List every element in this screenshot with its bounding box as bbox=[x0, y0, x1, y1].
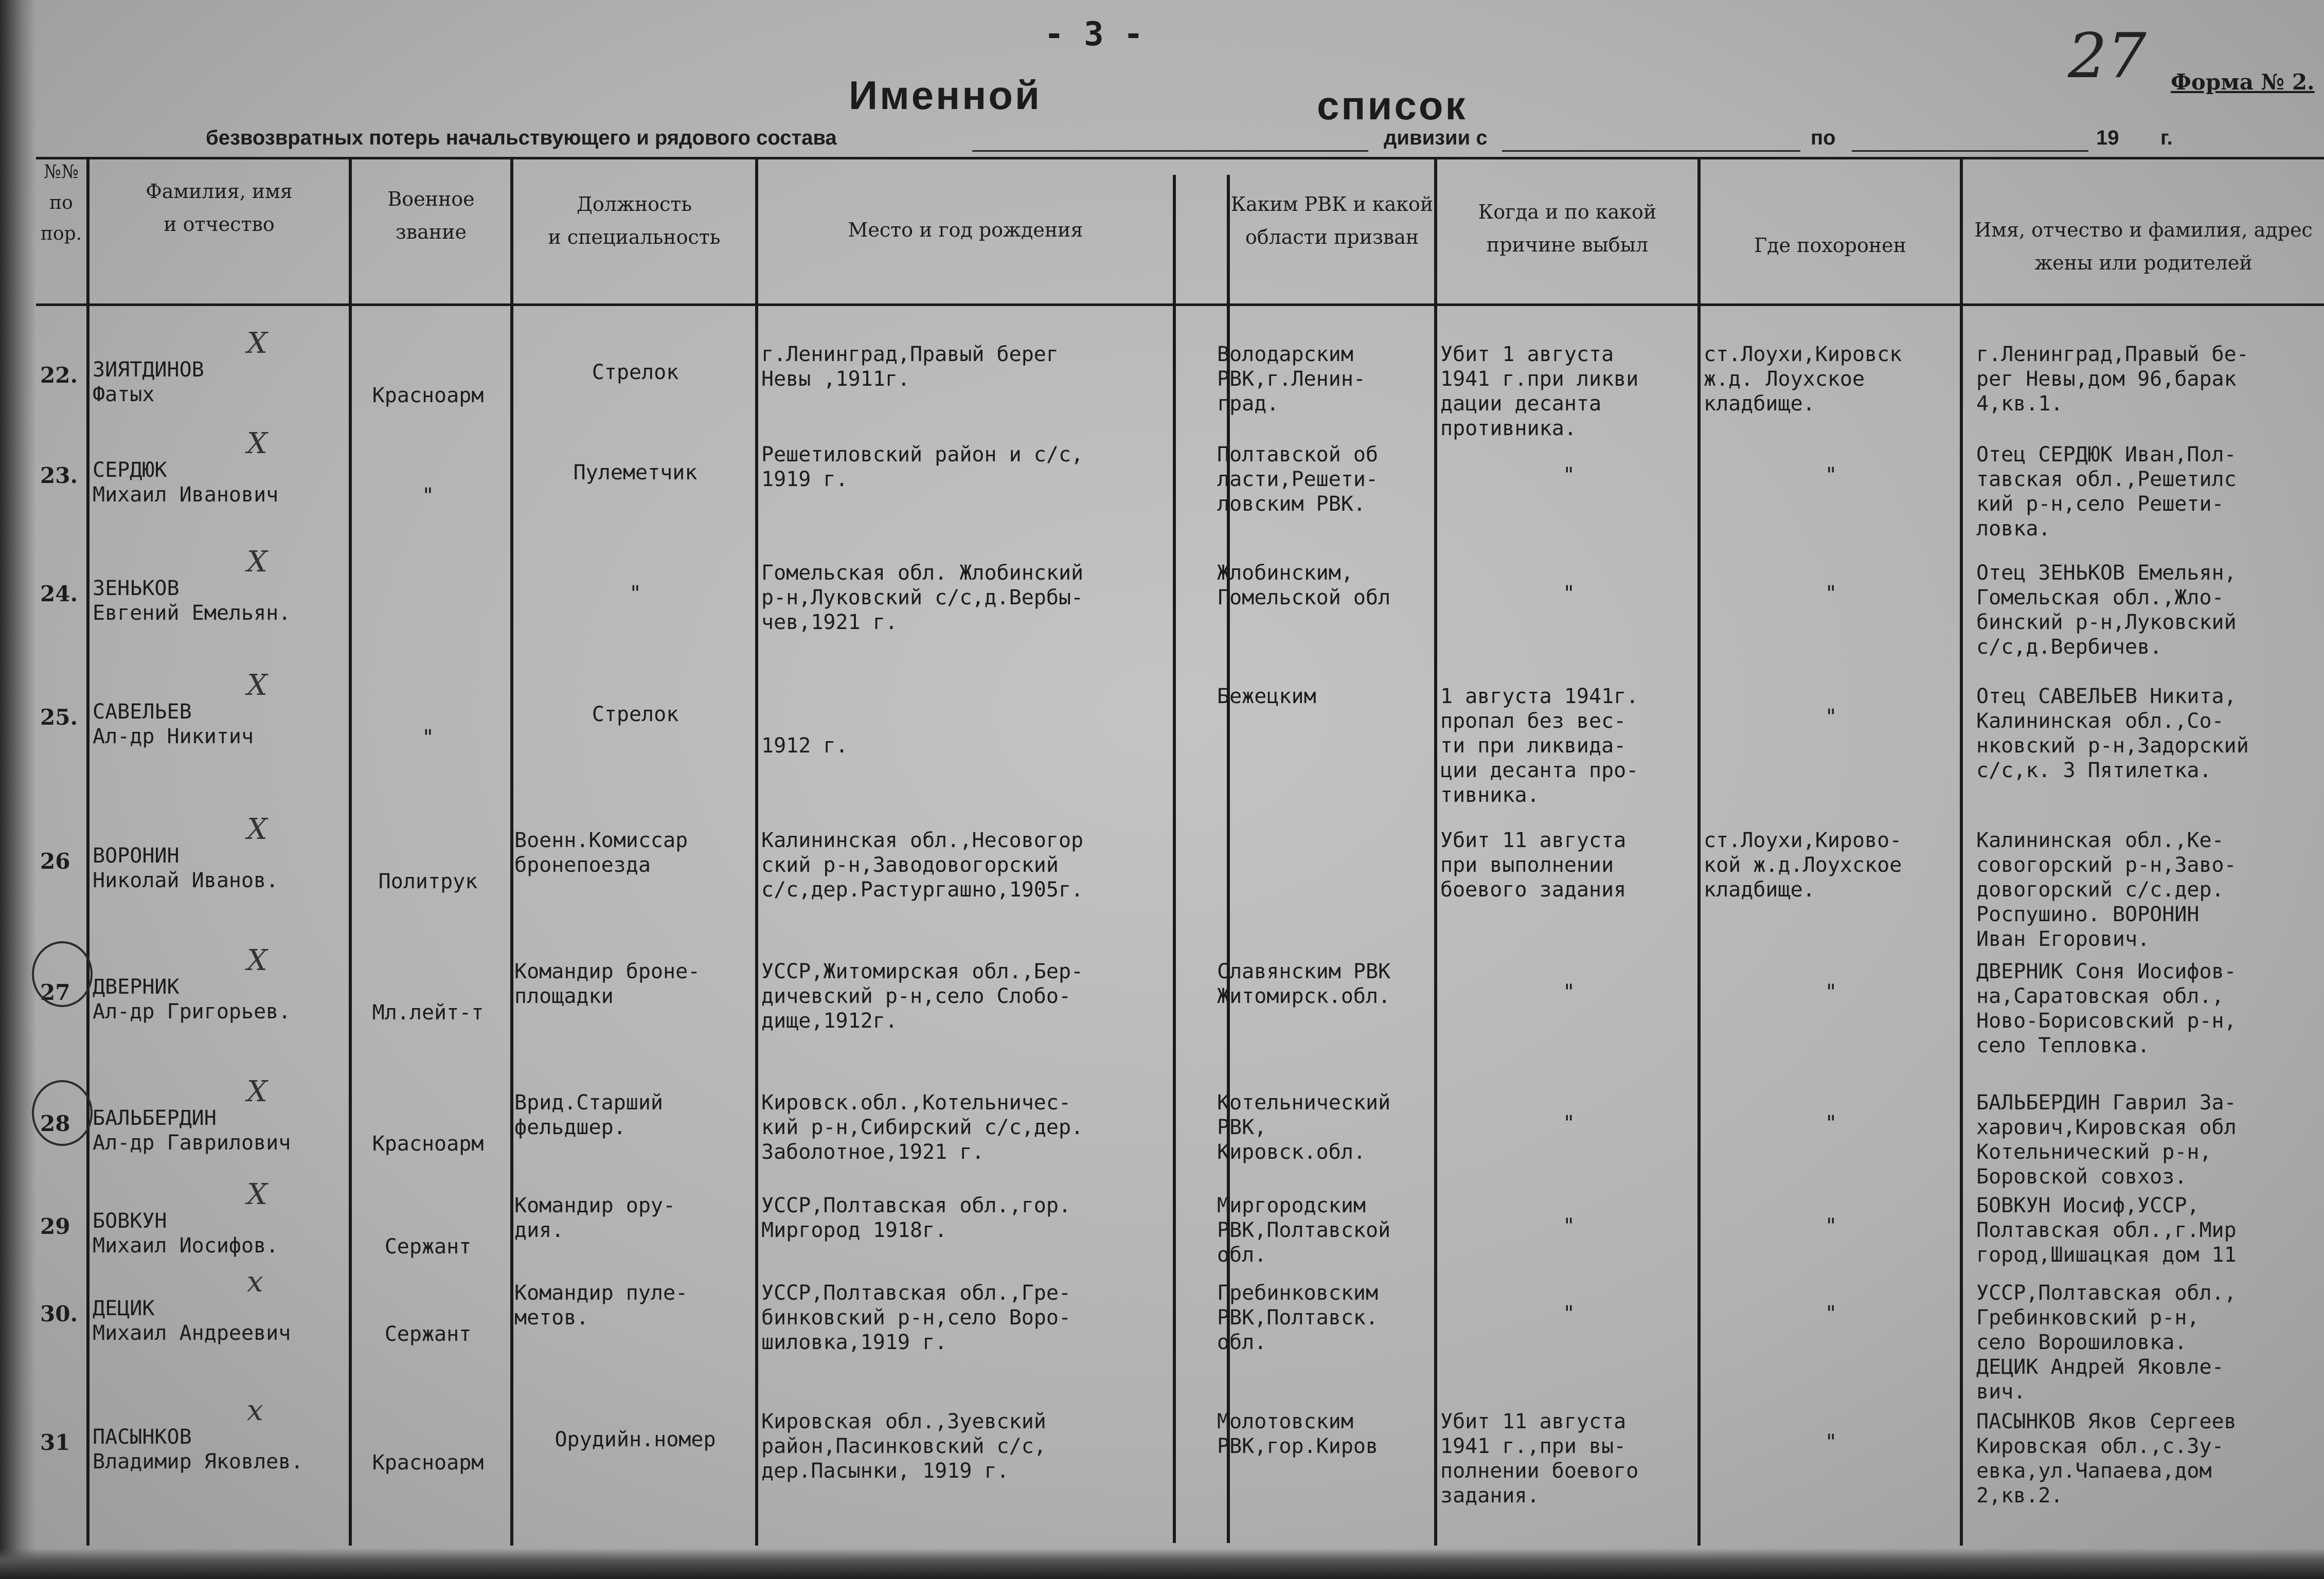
row-3-check-mark: Х bbox=[247, 545, 267, 579]
row-9-position: Командир пуле- метов. bbox=[514, 1281, 688, 1330]
row-7-name: БАЛЬБЕРДИН Ал-др Гаврилович bbox=[93, 1106, 291, 1155]
row-6-check-mark: Х bbox=[247, 944, 267, 977]
row-8-buried: " bbox=[1825, 1214, 1837, 1238]
row-6-position: Командир броне- площадки bbox=[514, 960, 701, 1008]
subtitle-part-5: г. bbox=[2160, 127, 2173, 149]
row-7-relatives: БАЛЬБЕРДИН Гаврил За- харович,Кировская обл Котельнический р-н, Боровской совхоз. bbox=[1976, 1091, 2237, 1189]
row-10-when: Убит 11 августа 1941 г.,при вы- полнении боевого задания. bbox=[1440, 1410, 1639, 1508]
row-8-check-mark: Х bbox=[247, 1178, 267, 1211]
col-divider-7 bbox=[1434, 157, 1437, 1546]
row-5-birth: Калининская обл.,Несовогор ский р-н,Заводовогорский с/с,дер.Растургашно,1905г. bbox=[761, 829, 1084, 902]
row-5-check-mark: Х bbox=[247, 813, 267, 846]
row-9-rank: Сержант bbox=[384, 1322, 472, 1346]
subtitle-part-1: безвозвратных потерь начальствующего и рядового состава bbox=[206, 127, 837, 149]
row-3-when: " bbox=[1562, 582, 1576, 605]
row-7-check-mark: Х bbox=[247, 1075, 267, 1108]
row-8-when: " bbox=[1562, 1214, 1576, 1238]
row-3-relatives: Отец ЗЕНЬКОВ Емельян, Гомельская обл.,Жло- бинский р-н,Луковский с/с,д.Вербичев. bbox=[1976, 561, 2237, 659]
row-2-num: 23. bbox=[40, 463, 78, 488]
row-1-when: Убит 1 августа 1941 г.при ликви дации десанта противника. bbox=[1440, 343, 1639, 440]
row-4-name: САВЕЛЬЕВ Ал-др Никитич bbox=[93, 700, 254, 748]
header-buried: Где похоронен bbox=[1754, 234, 1906, 257]
subtitle-blank-2 bbox=[1502, 150, 1800, 152]
row-9-birth: УССР,Полтавская обл.,Гре- бинковский р-н,село Воро- шиловка,1919 г. bbox=[761, 1281, 1071, 1354]
row-7-position: Врид.Старший фельдшер. bbox=[514, 1091, 663, 1139]
row-2-birth: Решетиловский район и с/с, 1919 г. bbox=[761, 443, 1084, 491]
subtitle-part-2: дивизии с bbox=[1384, 127, 1488, 149]
row-5-rank: Политрук bbox=[378, 870, 478, 893]
row-2-relatives: Отец СЕРДЮК Иван,Пол- тавская обл.,Решетилс кий р-н,село Решети- ловка. bbox=[1976, 443, 2237, 541]
row-6-buried: " bbox=[1825, 980, 1837, 1004]
row-9-name: ДЕЦИК Михаил Андреевич bbox=[93, 1297, 291, 1345]
row-3-position: " bbox=[629, 582, 642, 605]
row-4-birth: 1912 г. bbox=[761, 734, 848, 758]
row-9-check-mark: х bbox=[247, 1265, 263, 1299]
row-3-buried: " bbox=[1825, 582, 1837, 605]
row-1-check-mark: Х bbox=[247, 327, 267, 360]
row-7-num: 28 bbox=[40, 1111, 70, 1136]
row-10-relatives: ПАСЫНКОВ Яков Сергеев Кировская обл.,с.Зу- евка,ул.Чапаева,дом 2,кв.2. bbox=[1976, 1410, 2237, 1508]
header-num: №№ по пор. bbox=[40, 162, 82, 244]
row-1-rvk: Володарским РВК,г.Ленин- град. bbox=[1217, 343, 1366, 416]
col-divider-3 bbox=[510, 157, 513, 1546]
row-3-rvk: Жлобинским, Гомельской обл bbox=[1217, 561, 1391, 609]
row-4-check-mark: Х bbox=[247, 669, 267, 702]
header-birth: Место и год рождения bbox=[848, 219, 1083, 241]
header-name: Фамилия, имя и отчество bbox=[146, 180, 293, 236]
subtitle-blank-3 bbox=[1852, 150, 2088, 152]
row-2-check-mark: Х bbox=[247, 427, 267, 460]
row-9-rvk: Гребинковским РВК,Полтавск. обл. bbox=[1217, 1281, 1379, 1354]
row-1-name: ЗИЯТДИНОВ Фатых bbox=[93, 358, 204, 406]
row-5-num: 26 bbox=[40, 849, 70, 874]
row-7-rvk: Котельнический РВК, Кировск.обл. bbox=[1217, 1091, 1391, 1164]
row-1-num: 22. bbox=[40, 363, 78, 388]
row-10-rvk: Молотовским РВК,гор.Киров bbox=[1217, 1410, 1379, 1458]
row-9-buried: " bbox=[1825, 1302, 1837, 1325]
row-9-relatives: УССР,Полтавская обл., Гребинковский р-н, село Ворошиловка. ДЕЦИК Андрей Яковле- вич. bbox=[1976, 1281, 2237, 1404]
header-position: Должность и специальность bbox=[548, 193, 721, 248]
row-7-birth: Кировск.обл.,Котельничес- кий р-н,Сибирский с/с,дер. Заболотное,1921 г. bbox=[761, 1091, 1084, 1164]
handwritten-page-number: 27 bbox=[2068, 21, 2147, 92]
form-label: Форма № 2. bbox=[2171, 69, 2315, 95]
table-top-rule bbox=[36, 157, 2324, 159]
row-5-relatives: Калининская обл.,Ке- совогорский р-н,Заво- довогорский с/с.дер. Роспушино. ВОРОНИН Иван Егорович. bbox=[1976, 829, 2237, 951]
scan-bottom-shadow bbox=[0, 1548, 2324, 1579]
title-word-1: Именной bbox=[849, 73, 1042, 118]
row-3-name: ЗЕНЬКОВ Евгений Емельян. bbox=[93, 577, 291, 625]
row-2-when: " bbox=[1562, 463, 1576, 487]
row-6-relatives: ДВЕРНИК Соня Иосифов- на,Саратовская обл., Ново-Борисовский р-н, село Тепловка. bbox=[1976, 960, 2237, 1057]
row-7-when: " bbox=[1562, 1111, 1576, 1135]
subtitle-part-3: по bbox=[1811, 127, 1836, 149]
row-4-relatives: Отец САВЕЛЬЕВ Никита, Калининская обл.,Со- нковский р-н,Задорский с/с,к. 3 Пятилетка. bbox=[1976, 685, 2249, 782]
row-3-birth: Гомельская обл. Жлобинский р-н,Луковский с/с,д.Вербы- чев,1921 г. bbox=[761, 561, 1084, 634]
row-4-rank: " bbox=[421, 726, 435, 749]
row-9-num: 30. bbox=[40, 1301, 78, 1326]
row-1-relatives: г.Ленинград,Правый бе- рег Невы,дом 96,барак 4,кв.1. bbox=[1976, 343, 2249, 416]
row-8-num: 29 bbox=[40, 1214, 70, 1239]
row-8-relatives: БОВКУН Иосиф,УССР, Полтавская обл.,г.Мир город,Шишацкая дом 11 bbox=[1976, 1194, 2237, 1267]
row-4-buried: " bbox=[1825, 705, 1837, 729]
page-number: - 3 - bbox=[1044, 15, 1143, 53]
row-5-name: ВОРОНИН Николай Иванов. bbox=[93, 844, 279, 892]
row-10-num: 31 bbox=[40, 1430, 70, 1455]
row-6-when: " bbox=[1562, 980, 1576, 1004]
col-divider-5 bbox=[1173, 175, 1176, 1543]
row-7-buried: " bbox=[1825, 1111, 1837, 1135]
row-2-position: Пулеметчик bbox=[573, 461, 698, 485]
title-word-2: список bbox=[1317, 83, 1468, 128]
row-7-rank: Красноарм bbox=[372, 1132, 484, 1156]
row-10-name: ПАСЫНКОВ Владимир Яковлев. bbox=[93, 1425, 303, 1474]
row-4-rvk: Бежецким bbox=[1217, 685, 1316, 708]
row-8-rank: Сержант bbox=[384, 1235, 472, 1259]
row-10-birth: Кировская обл.,Зуевский район,Пасинковский с/с, дер.Пасынки, 1919 г. bbox=[761, 1410, 1046, 1483]
row-10-rank: Красноарм bbox=[372, 1451, 484, 1475]
row-5-when: Убит 11 августа при выполнении боевого задания bbox=[1440, 829, 1626, 902]
row-4-when: 1 августа 1941г. пропал без вес- ти при ликвида- ции десанта про- тивника. bbox=[1440, 685, 1639, 807]
col-divider-8 bbox=[1697, 157, 1701, 1546]
header-rank: Военное звание bbox=[387, 188, 475, 243]
row-2-name: СЕРДЮК Михаил Иванович bbox=[93, 458, 279, 507]
row-1-position: Стрелок bbox=[592, 361, 679, 384]
row-9-when: " bbox=[1562, 1302, 1576, 1325]
header-bottom-rule bbox=[36, 303, 2324, 306]
row-10-check-mark: х bbox=[247, 1394, 263, 1427]
row-8-position: Командир ору- дия. bbox=[514, 1194, 676, 1242]
row-5-position: Военн.Комиссар бронепоезда bbox=[514, 829, 688, 877]
scan-left-shadow bbox=[0, 0, 36, 1579]
row-2-rank: " bbox=[421, 484, 435, 508]
row-3-num: 24. bbox=[40, 581, 78, 606]
row-2-rvk: Полтавской об ласти,Решети- ловским РВК. bbox=[1217, 443, 1379, 516]
row-2-buried: " bbox=[1825, 463, 1837, 487]
row-1-birth: г.Ленинград,Правый берег Невы ,1911г. bbox=[761, 343, 1059, 391]
header-rvk: Каким РВК и какой области призван bbox=[1230, 193, 1434, 248]
row-6-birth: УССР,Житомирская обл.,Бер- дичевский р-н,село Слобо- дище,1912г. bbox=[761, 960, 1084, 1033]
row-5-buried: ст.Лоухи,Кирово- кой ж.д.Лоухское кладбище. bbox=[1704, 829, 1902, 902]
row-1-rank: Красноарм bbox=[372, 384, 484, 407]
row-6-num: 27 bbox=[40, 980, 70, 1005]
row-6-rvk: Славянским РВК Житомирск.обл. bbox=[1217, 960, 1391, 1008]
header-when: Когда и по какой причине выбыл bbox=[1478, 201, 1657, 256]
col-divider-9 bbox=[1960, 157, 1963, 1546]
subtitle-blank-1 bbox=[972, 150, 1368, 152]
row-10-position: Орудийн.номер bbox=[555, 1428, 716, 1451]
row-6-name: ДВЕРНИК Ал-др Григорьев. bbox=[93, 975, 291, 1024]
row-8-birth: УССР,Полтавская обл.,гор. Миргород 1918г. bbox=[761, 1194, 1071, 1242]
row-4-num: 25. bbox=[40, 705, 78, 730]
row-10-buried: " bbox=[1825, 1430, 1837, 1454]
row-1-buried: ст.Лоухи,Кировск ж.д. Лоухское кладбище. bbox=[1704, 343, 1902, 416]
row-8-rvk: Миргородским РВК,Полтавской обл. bbox=[1217, 1194, 1391, 1267]
row-6-rank: Мл.лейт-т bbox=[372, 1001, 484, 1025]
header-relatives: Имя, отчество и фамилия, адрес жены или родителей bbox=[1974, 219, 2313, 274]
row-4-position: Стрелок bbox=[592, 703, 679, 726]
col-divider-1 bbox=[86, 157, 90, 1546]
row-8-name: БОВКУН Михаил Иосифов. bbox=[93, 1209, 279, 1258]
subtitle-part-4: 19 bbox=[2096, 127, 2119, 149]
circle-mark-row-28 bbox=[32, 1080, 93, 1146]
circle-mark-row-27 bbox=[32, 941, 93, 1007]
